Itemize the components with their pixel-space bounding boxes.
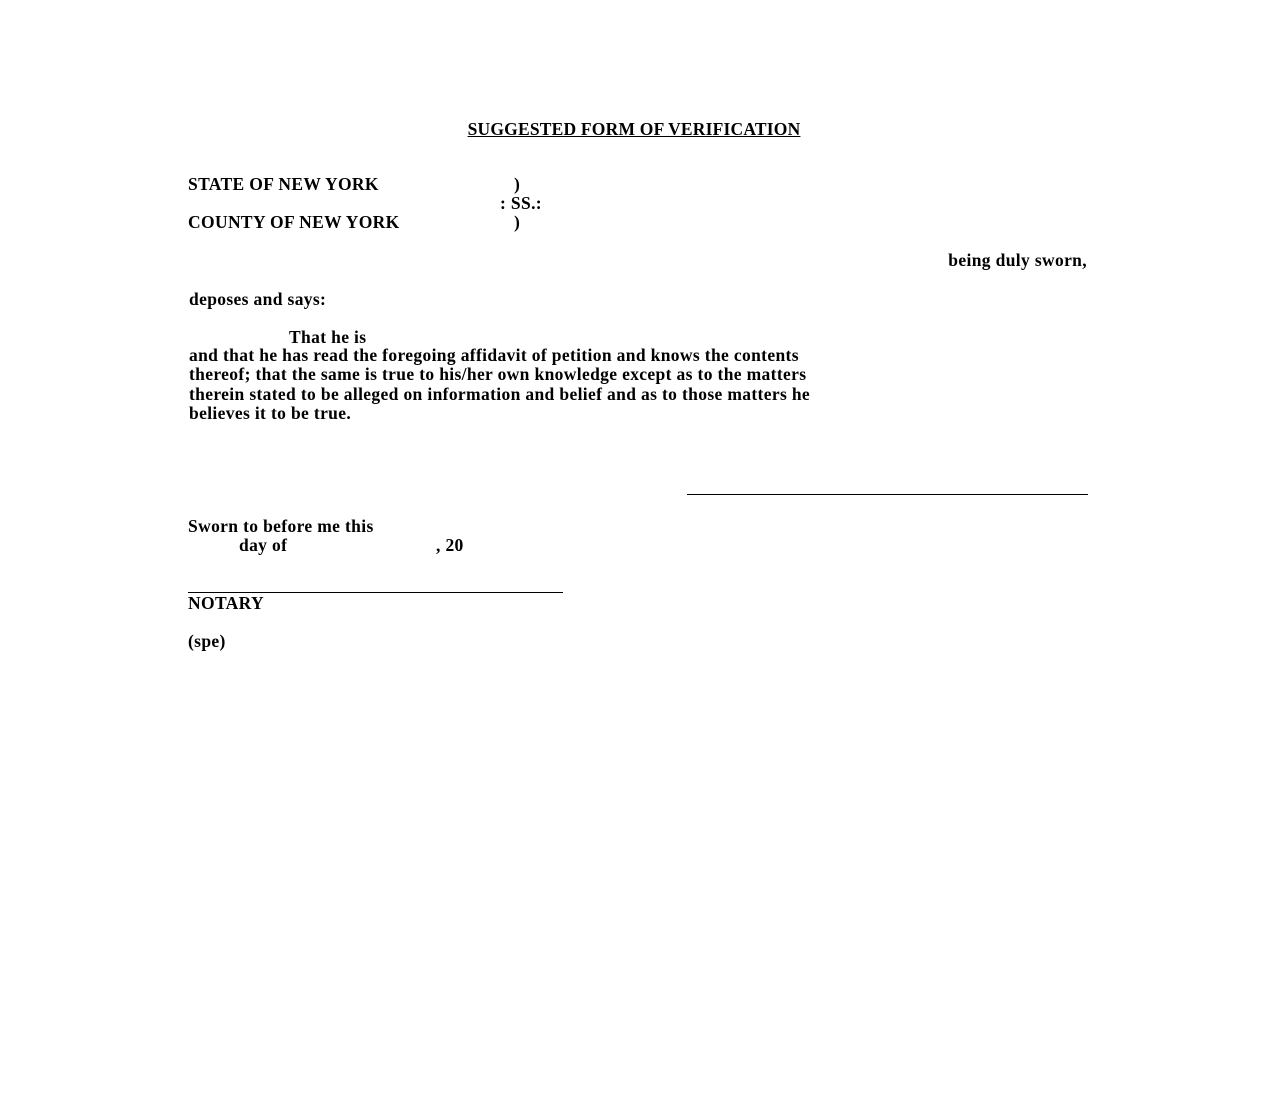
being-duly-sworn: being duly sworn, bbox=[948, 250, 1087, 270]
body-line: and that he has read the foregoing affidavit of petition and knows the contents bbox=[189, 345, 799, 365]
venue-paren-bottom: ) bbox=[514, 212, 521, 232]
venue-state: STATE OF NEW YORK bbox=[188, 174, 379, 194]
footer-code: (spe) bbox=[188, 631, 226, 651]
body-line: therein stated to be alleged on information and belief and as to those matters he bbox=[189, 383, 811, 404]
venue-ss: : SS.: bbox=[500, 193, 542, 213]
that-he-is: That he is bbox=[289, 327, 367, 347]
venue-county: COUNTY OF NEW YORK bbox=[188, 212, 400, 232]
body-line: thereof; that the same is true to his/her own knowledge except as to the matters bbox=[189, 364, 807, 385]
deponent-signature-line bbox=[687, 494, 1088, 495]
notary-label: NOTARY bbox=[188, 593, 265, 613]
jurat-sworn-before: Sworn to before me this bbox=[188, 516, 374, 536]
verification-body bbox=[189, 346, 1069, 424]
jurat-day-of: day of bbox=[239, 535, 288, 555]
document-title: SUGGESTED FORM OF VERIFICATION bbox=[467, 119, 801, 139]
deposes-and-says: deposes and says: bbox=[189, 289, 327, 309]
body-line: believes it to be true. bbox=[189, 403, 352, 424]
jurat-year: , 20 bbox=[436, 535, 464, 555]
venue-paren-top: ) bbox=[514, 174, 521, 194]
